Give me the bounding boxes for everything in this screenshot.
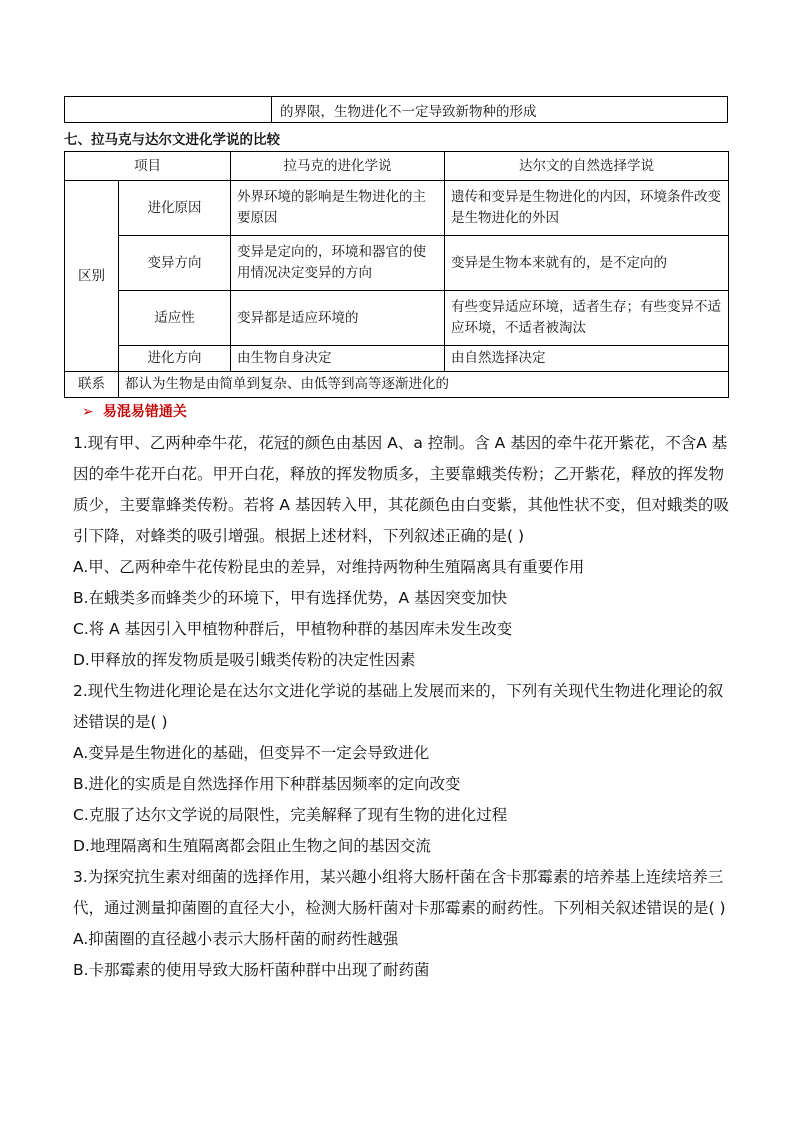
question-option: B.卡那霉素的使用导致大肠杆菌种群中出现了耐药菌 — [73, 961, 430, 979]
row-lamarck: 变异是定向的，环境和器官的使用情况决定变异的方向 — [231, 236, 445, 291]
row-item: 进化方向 — [119, 346, 231, 372]
question-stem: 1.现有甲、乙两种牵牛花，花冠的颜色由基因 A、a 控制。含 A 基因的牵牛花开紫花，不含A 基因的牵牛花开白花。甲开白花，释放的挥发物质多，主要靠蛾类传粉；乙开紫花，释放的挥发物质少，主要靠蜂类传粉。若将 A 基因转入甲，其花颜色由白变紫，其他性状不变，但对蛾类的吸引下降，对蜂类的吸引增强。根据上述材料，下列叙述正确的是( ) — [73, 434, 729, 545]
question-option: B.在蛾类多而蜂类少的环境下，甲有选择优势，A 基因突变加快 — [73, 589, 508, 607]
link-label: 联系 — [65, 372, 119, 398]
table-row — [65, 372, 729, 398]
table-row — [65, 97, 728, 123]
row-darwin: 有些变异适应环境，适者生存；有些变异不适应环境，不适者被淘汰 — [445, 291, 729, 346]
comparison-table — [64, 151, 729, 398]
section-title: 七、拉马克与达尔文进化学说的比较 — [64, 132, 280, 148]
header-lamarck: 拉马克的进化学说 — [231, 152, 445, 181]
row-darwin: 遗传和变异是生物进化的内因，环境条件改变是生物进化的外因 — [445, 181, 729, 236]
row-lamarck: 由生物自身决定 — [231, 346, 445, 372]
link-text: 都认为生物是由简单到复杂、由低等到高等逐渐进化的 — [119, 372, 729, 398]
question-stem: 3.为探究抗生素对细菌的选择作用，某兴趣小组将大肠杆菌在含卡那霉素的培养基上连续培养三代，通过测量抑菌圈的直径大小，检测大肠杆菌对卡那霉素的耐药性。下列相关叙述错误的是( ) — [73, 868, 726, 917]
row-lamarck: 外界环境的影响是生物进化的主要原因 — [231, 181, 445, 236]
group-label: 区别 — [65, 181, 119, 372]
row-darwin: 变异是生物本来就有的，是不定向的 — [445, 236, 729, 291]
tips-heading — [82, 401, 187, 421]
table-cell — [65, 97, 272, 123]
question-option: C.克服了达尔文学说的局限性，完美解释了现有生物的进化过程 — [73, 806, 508, 824]
question-option: A.甲、乙两种牵牛花传粉昆虫的差异，对维持两物种生殖隔离具有重要作用 — [73, 558, 585, 576]
table-row — [65, 236, 729, 291]
question-option: A.抑菌圈的直径越小表示大肠杆菌的耐药性越强 — [73, 930, 399, 948]
question-option: B.进化的实质是自然选择作用下种群基因频率的定向改变 — [73, 775, 461, 793]
question-option: D.甲释放的挥发物质是吸引蛾类传粉的决定性因素 — [73, 651, 416, 669]
tips-title: 易混易错通关 — [102, 404, 187, 420]
row-item: 进化原因 — [119, 181, 231, 236]
table-row — [65, 181, 729, 236]
table-cell: 的界限，生物进化不一定导致新物种的形成 — [272, 97, 728, 123]
question-option: A.变异是生物进化的基础，但变异不一定会导致进化 — [73, 744, 430, 762]
row-item: 变异方向 — [119, 236, 231, 291]
question-option: C.将 A 基因引入甲植物种群后，甲植物种群的基因库未发生改变 — [73, 620, 513, 638]
table-row — [65, 291, 729, 346]
question-option: D.地理隔离和生殖隔离都会阻止生物之间的基因交流 — [73, 837, 431, 855]
header-item: 项目 — [65, 152, 231, 181]
question-list — [73, 428, 733, 986]
question-stem: 2.现代生物进化理论是在达尔文进化学说的基础上发展而来的，下列有关现代生物进化理论的叙述错误的是( ) — [73, 682, 724, 731]
header-darwin: 达尔文的自然选择学说 — [445, 152, 729, 181]
row-item: 适应性 — [119, 291, 231, 346]
table-row — [65, 346, 729, 372]
row-darwin: 由自然选择决定 — [445, 346, 729, 372]
table-header-row — [65, 152, 729, 181]
row-lamarck: 变异都是适应环境的 — [231, 291, 445, 346]
arrow-bullet-icon: ➢ — [82, 404, 94, 420]
continued-table — [64, 96, 728, 123]
